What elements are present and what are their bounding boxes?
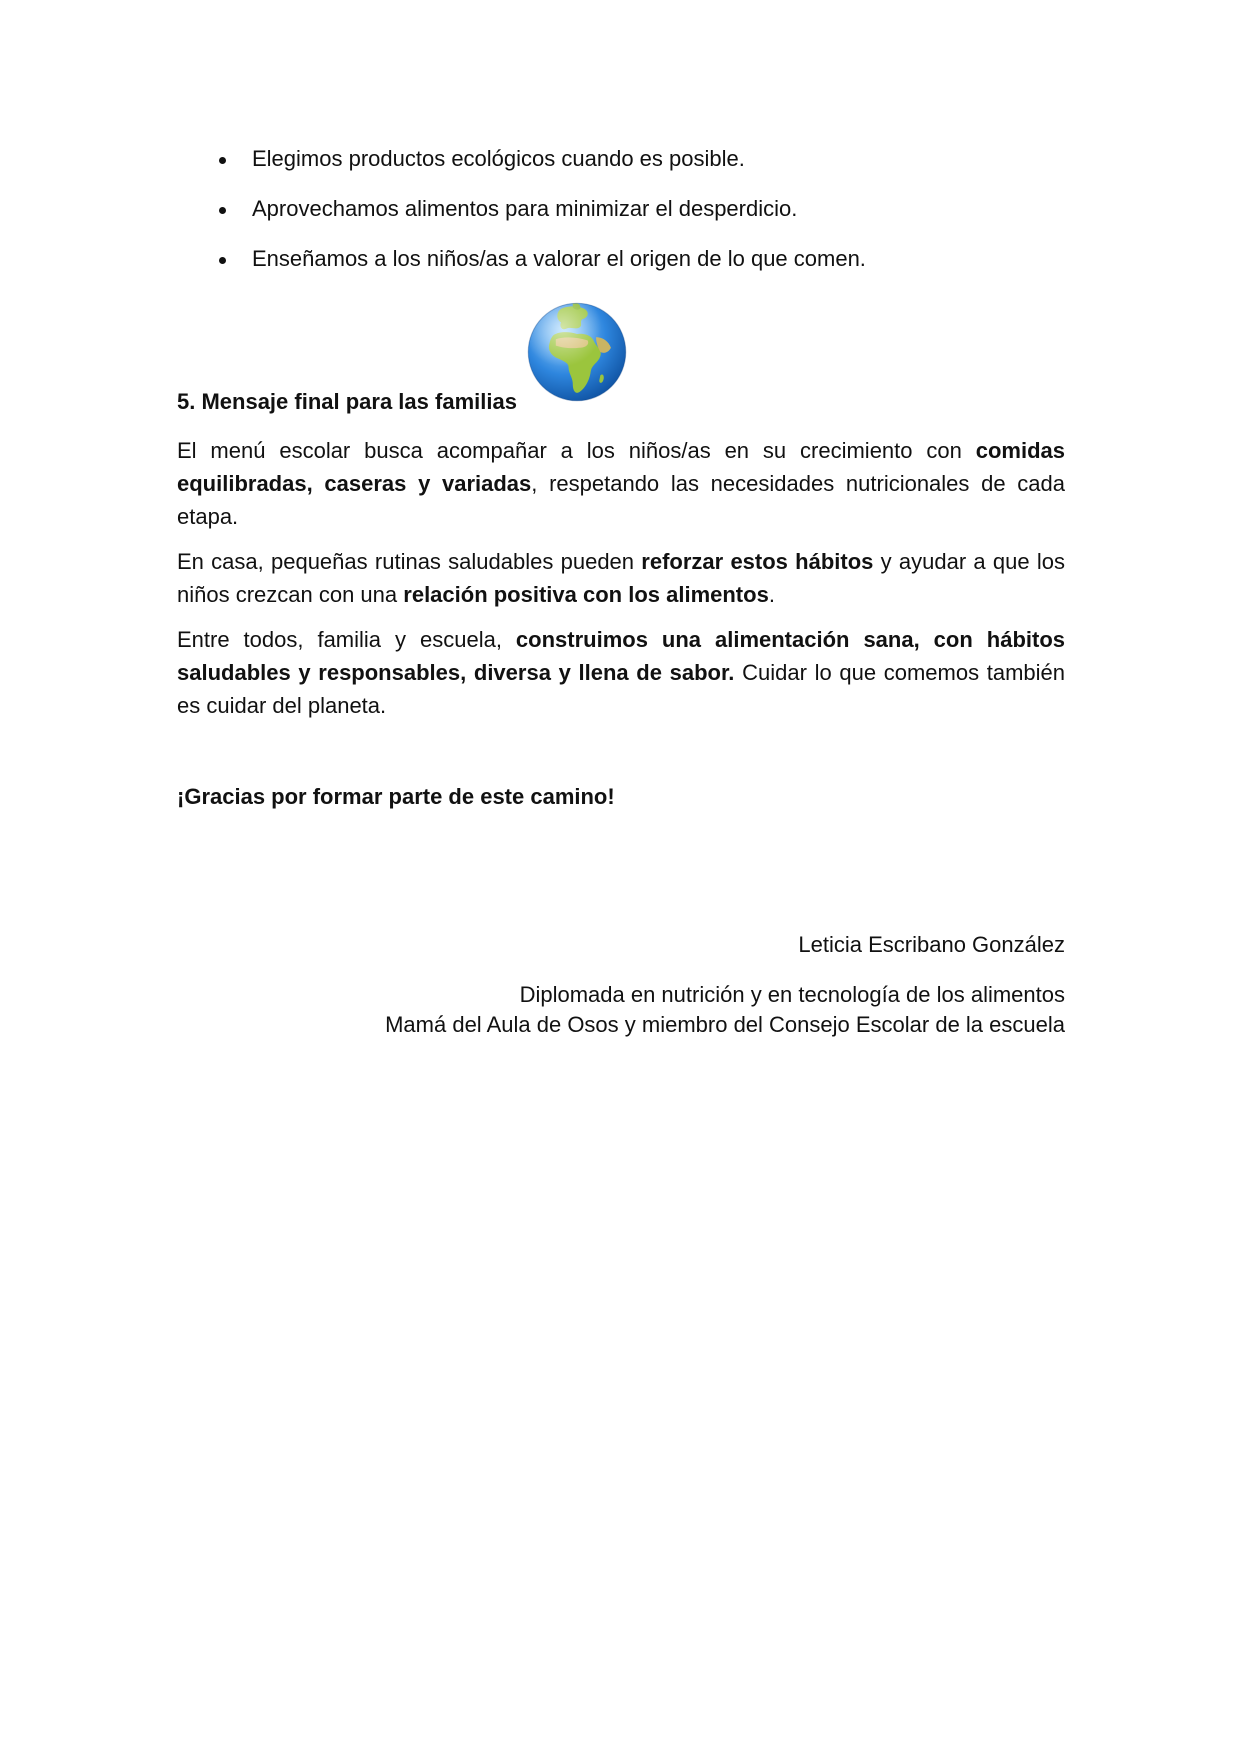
paragraph-text: Cuidar lo que comemos también es cuidar del planeta. — [177, 660, 1065, 718]
paragraph-text: El menú escolar busca acompañar a los niños/as en su crecimiento con — [177, 438, 976, 463]
list-item-text: Elegimos productos ecológicos cuando es posible. — [252, 146, 745, 171]
signature-name: Leticia Escribano González — [798, 932, 1065, 957]
globe-icon — [524, 299, 630, 405]
paragraph-text: y ayudar a que los niños crezcan con una — [177, 549, 1065, 607]
closing-message: ¡Gracias por formar parte de este camino! — [177, 784, 615, 809]
bullet-icon — [219, 257, 226, 264]
eco-practices-list — [177, 146, 1065, 296]
paragraph-emphasis: construimos una alimentación sana, con hábitos saludables y responsables, diversa y llena de sabor. — [177, 627, 1065, 685]
paragraph-emphasis: relación positiva con los alimentos — [403, 582, 769, 607]
section-heading: 5. Mensaje final para las familias — [177, 389, 517, 414]
paragraph-emphasis: comidas equilibradas, caseras y variadas — [177, 438, 1065, 496]
signature-title: Diplomada en nutrición y en tecnología de los alimentos — [519, 982, 1065, 1007]
list-item-text: Aprovechamos alimentos para minimizar el desperdicio. — [252, 196, 798, 221]
signature-role: Mamá del Aula de Osos y miembro del Consejo Escolar de la escuela — [385, 1012, 1065, 1037]
list-item — [177, 146, 1065, 196]
paragraph-together — [177, 623, 1065, 722]
paragraph-text: Entre todos, familia y escuela, — [177, 627, 516, 652]
paragraph-menu — [177, 434, 1065, 533]
paragraph-home — [177, 545, 1065, 611]
list-item — [177, 196, 1065, 246]
bullet-icon — [219, 157, 226, 164]
paragraph-emphasis: reforzar estos hábitos — [641, 549, 874, 574]
paragraph-text: . — [768, 582, 775, 607]
list-item-text: Enseñamos a los niños/as a valorar el origen de lo que comen. — [252, 246, 866, 271]
bullet-icon — [219, 207, 226, 214]
list-item — [177, 246, 1065, 296]
paragraph-text: , respetando las necesidades nutricionales de cada etapa. — [177, 471, 1065, 529]
paragraph-text: En casa, pequeñas rutinas saludables pueden — [177, 549, 642, 574]
